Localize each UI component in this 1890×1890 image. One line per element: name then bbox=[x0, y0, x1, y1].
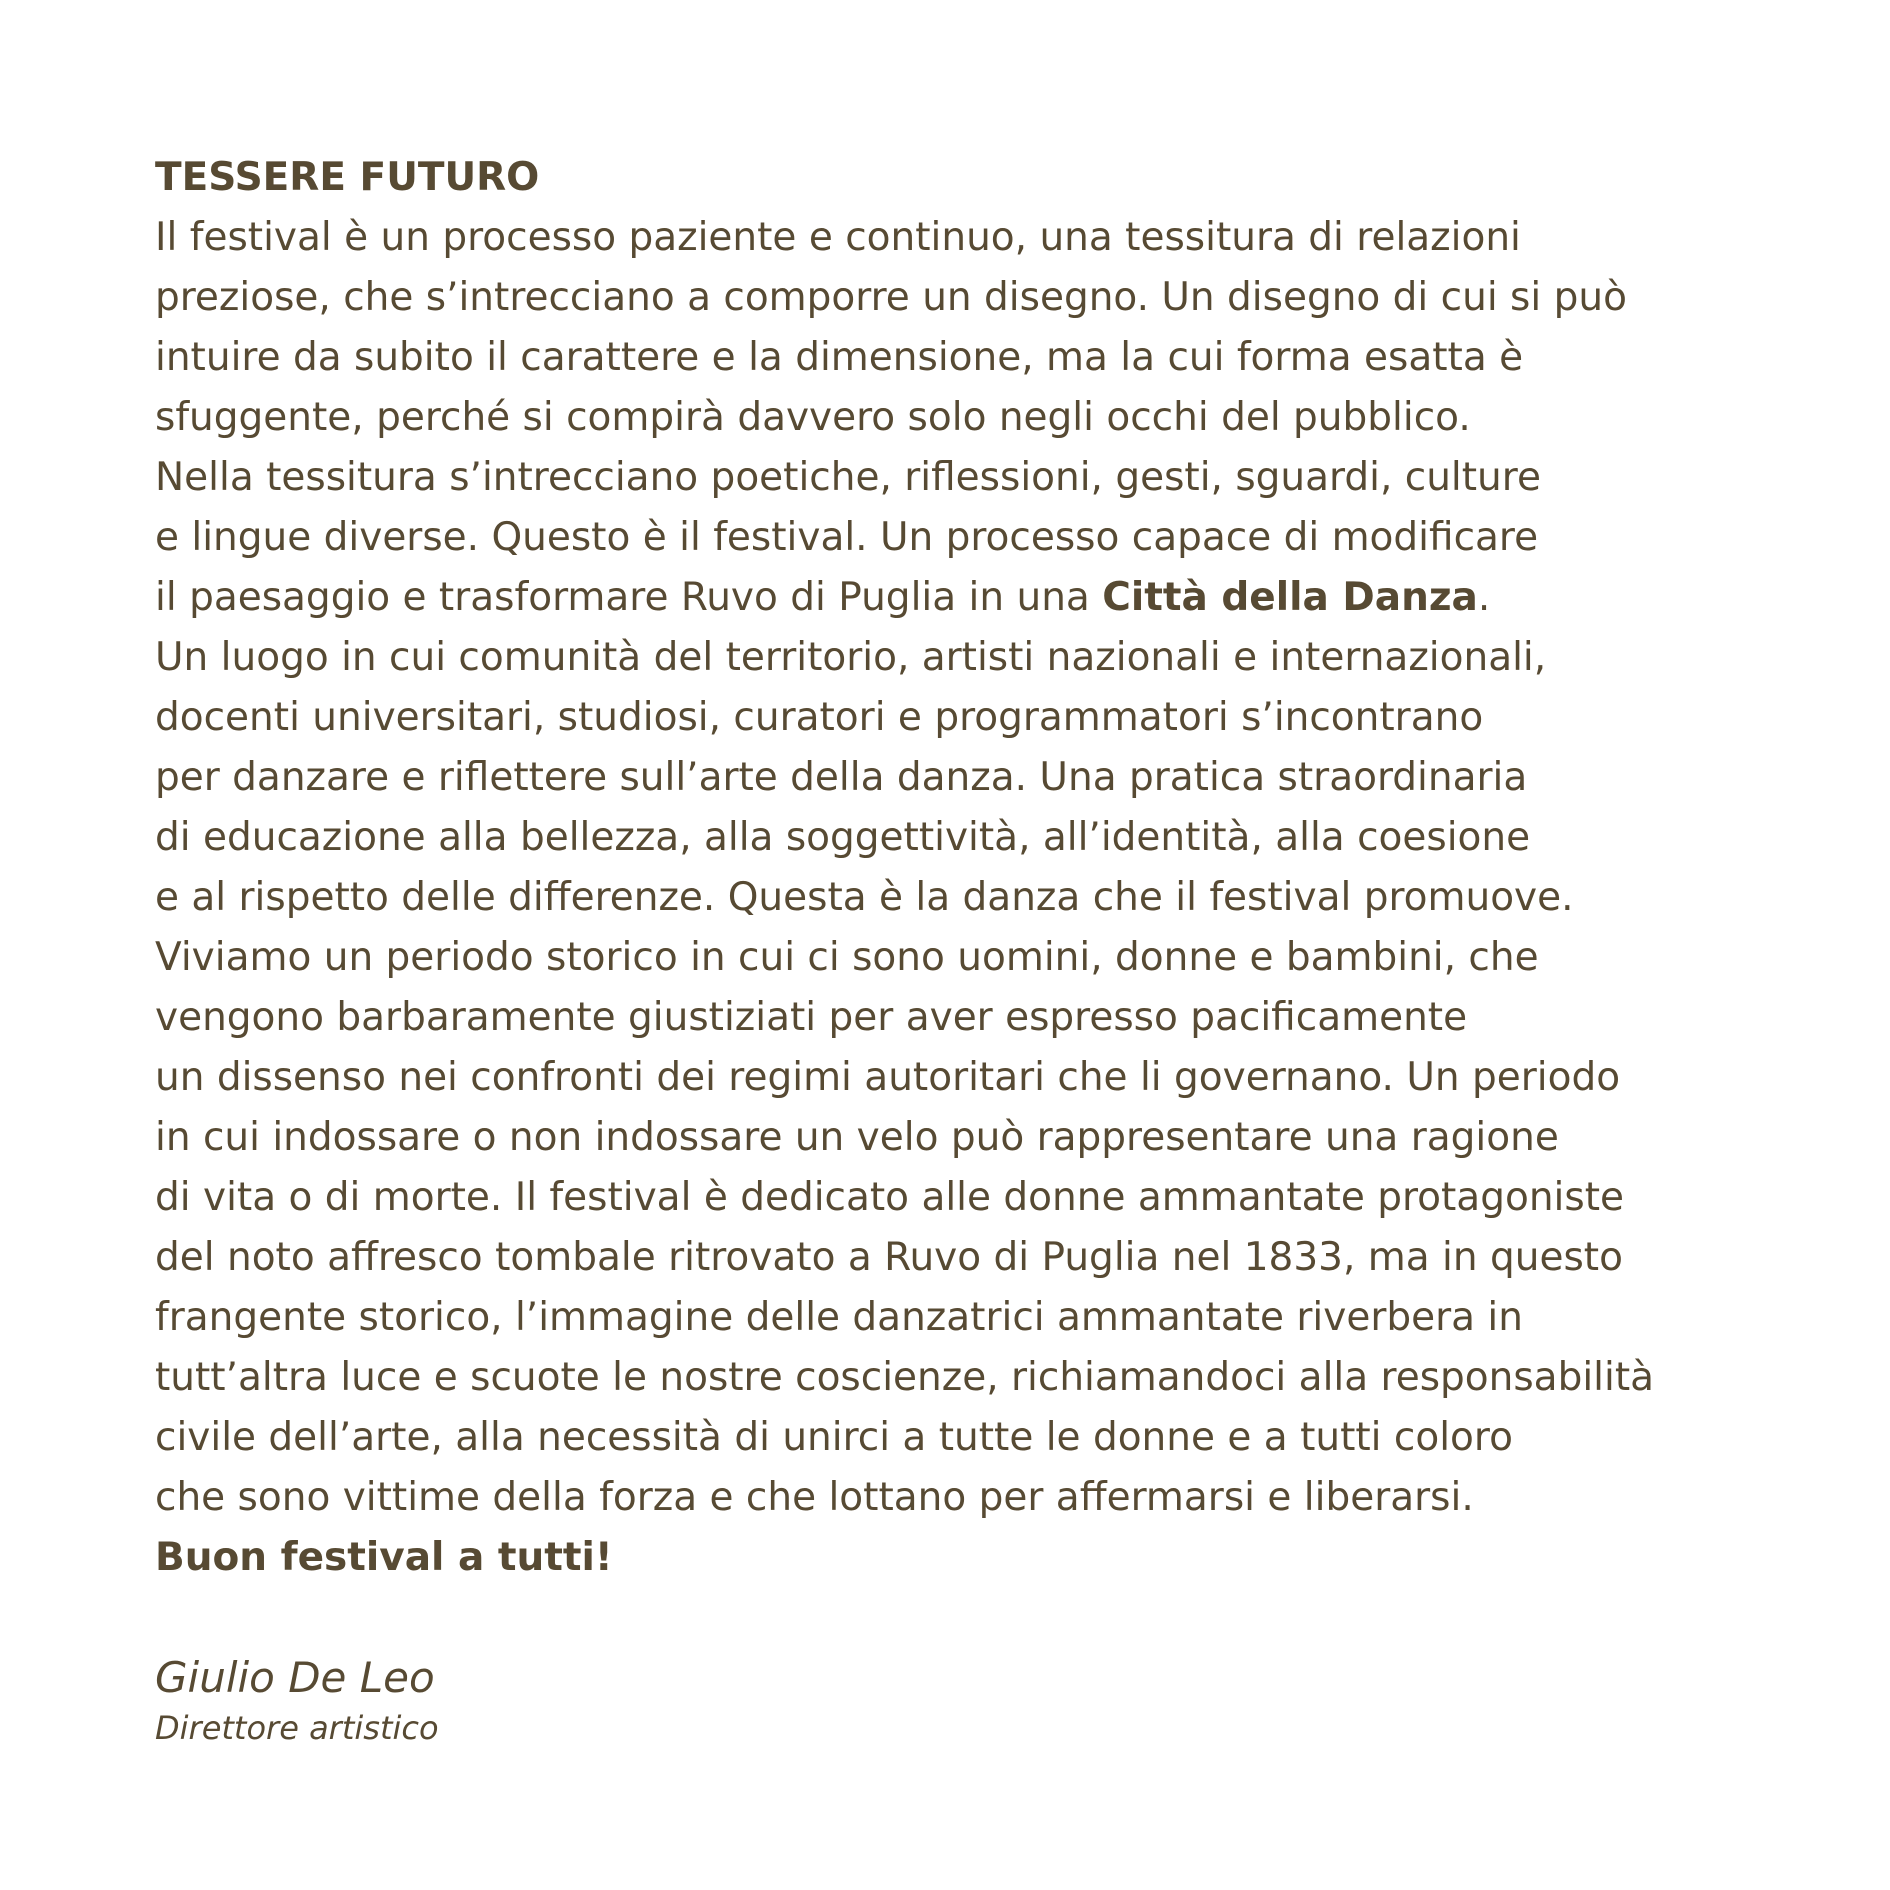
text-line: di educazione alla bellezza, alla soggettività, all’identità, alla coesione bbox=[155, 815, 1531, 860]
text-line: e al rispetto delle differenze. Questa è la danza che il festival promuove. bbox=[155, 875, 1574, 920]
text-line: Viviamo un periodo storico in cui ci sono uomini, donne e bambini, che bbox=[155, 935, 1539, 980]
text-line: vengono barbaramente giustiziati per aver espresso pacificamente bbox=[155, 995, 1468, 1040]
text-line: per danzare e riflettere sull’arte della danza. Una pratica straordinaria bbox=[155, 755, 1528, 800]
text-line: docenti universitari, studiosi, curatori e programmatori s’incontrano bbox=[155, 695, 1484, 740]
text-line bbox=[155, 568, 1795, 628]
text-line: che sono vittime della forza e che lottano per affermarsi e liberarsi. bbox=[155, 1475, 1474, 1520]
text-line: civile dell’arte, alla necessità di unirci a tutte le donne e a tutti coloro bbox=[155, 1415, 1513, 1460]
text-segment: . bbox=[1477, 575, 1491, 620]
heading: TESSERE FUTURO bbox=[155, 155, 540, 200]
document-page bbox=[155, 148, 1795, 1748]
text-line: sfuggente, perché si compirà davvero solo negli occhi del pubblico. bbox=[155, 395, 1471, 440]
text-line: intuire da subito il carattere e la dimensione, ma la cui forma esatta è bbox=[155, 335, 1524, 380]
text-line: in cui indossare o non indossare un velo può rappresentare una ragione bbox=[155, 1115, 1559, 1160]
text-line: Il festival è un processo paziente e continuo, una tessitura di relazioni bbox=[155, 215, 1521, 260]
city-of-dance-emphasis: Città della Danza bbox=[1102, 575, 1478, 620]
signature-name: Giulio De Leo bbox=[155, 1653, 435, 1702]
text-line: e lingue diverse. Questo è il festival. Un processo capace di modificare bbox=[155, 515, 1539, 560]
text-line: Un luogo in cui comunità del territorio, artisti nazionali e internazionali, bbox=[155, 635, 1547, 680]
text-line: di vita o di morte. Il festival è dedicato alle donne ammantate protagoniste bbox=[155, 1175, 1624, 1220]
text-line: tutt’altra luce e scuote le nostre coscienze, richiamandoci alla responsabilità bbox=[155, 1355, 1655, 1400]
signature-role: Direttore artistico bbox=[155, 1709, 439, 1747]
text-line: un dissenso nei confronti dei regimi autoritari che li governano. Un periodo bbox=[155, 1055, 1621, 1100]
text-line: del noto affresco tombale ritrovato a Ruvo di Puglia nel 1833, ma in questo bbox=[155, 1235, 1623, 1280]
text-segment: il paesaggio e trasformare Ruvo di Puglia in una bbox=[155, 575, 1103, 620]
text-line: preziose, che s’intrecciano a comporre un disegno. Un disegno di cui si può bbox=[155, 275, 1627, 320]
closing-greeting: Buon festival a tutti! bbox=[155, 1535, 613, 1580]
text-line: frangente storico, l’immagine delle danzatrici ammantate riverbera in bbox=[155, 1295, 1523, 1340]
text-line: Nella tessitura s’intrecciano poetiche, riflessioni, gesti, sguardi, culture bbox=[155, 455, 1541, 500]
